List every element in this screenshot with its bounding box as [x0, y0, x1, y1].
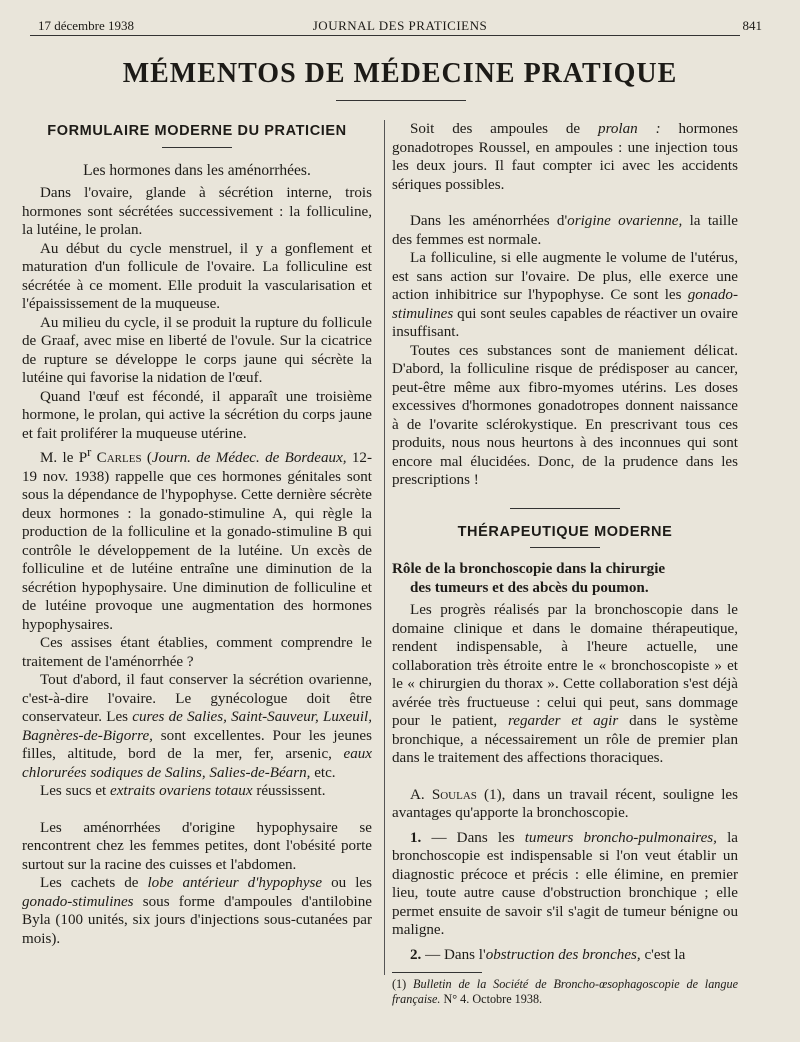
- paragraph: Ces assises étant établies, comment comprendre le traitement de l'aménorrhée ?: [22, 635, 372, 670]
- header-page-number: 841: [742, 18, 762, 33]
- text-run: Les sucs et: [40, 783, 111, 800]
- article-title-bronchoscopie: [392, 560, 738, 597]
- title-rule: [336, 100, 466, 101]
- text-run: sont excellentes. Pour les jeunes filles, altitude, bord de la mer, fer, arsenic,: [22, 727, 372, 763]
- text-run: La folliculine, si elle augmente le volume de l'utérus, est sans action sur l'ovaire. De plus, elle exerce une action inhibitrice sur l'hypophyse.: [392, 250, 738, 303]
- paragraph: Au début du cycle menstruel, il y a gonflement et maturation d'un follicule de l'ovaire. La folliculine est sécrétée à ce moment. Elle produit la vascularisation et l'épaississement de la muqueuse.: [22, 240, 372, 312]
- italic-run: tumeurs broncho-pulmonaires,: [524, 829, 717, 846]
- paragraph: [392, 601, 738, 768]
- paragraph: [22, 874, 372, 948]
- paragraph: [392, 212, 738, 249]
- text-run: (1): [392, 977, 414, 991]
- header-rule: [30, 35, 740, 36]
- right-column: [392, 120, 738, 1007]
- article-title-line: Rôle de la bronchoscopie dans la chirurgie: [392, 561, 666, 577]
- text-run: N° 4. Octobre 1938.: [440, 992, 543, 1006]
- text-run: Soit des ampoules de: [410, 121, 599, 137]
- section-title-therapeutique: THÉRAPEUTIQUE MODERNE: [457, 523, 673, 540]
- paragraph: [22, 782, 372, 801]
- italic-run: lobe antérieur d'hypophyse: [147, 875, 323, 892]
- text-run: dans le système bronchique, a nécessairement un rôle de premier plan dans le traitement des affections thoraciques.: [392, 713, 738, 766]
- text-run: — Dans les: [421, 829, 525, 846]
- italic-run: regarder et agir: [507, 713, 619, 729]
- paragraph: [392, 249, 738, 342]
- paragraph: Quand l'œuf est fécondé, il apparaît une troisième hormone, le prolan, qui active la sécrétion du corps jaune et fait proliférer la muqueuse utérine.: [22, 388, 372, 442]
- page-title: MÉMENTOS DE MÉDECINE PRATIQUE: [122, 58, 678, 89]
- left-column: [22, 120, 372, 948]
- header-date: 17 décembre 1938: [38, 18, 135, 33]
- text-run: Ce sont les: [610, 287, 688, 303]
- italic-run: gonado-stimulines: [22, 893, 134, 910]
- text-run: réussissent.: [252, 783, 326, 800]
- italic-run: prolan :: [598, 121, 661, 137]
- paragraph: [392, 120, 738, 194]
- text-run: Dans les aménorrhées d': [410, 213, 568, 229]
- footnote-rule: [392, 972, 482, 973]
- italic-run: eaux chlorurées sodiques de Salins, Salies-de-Béarn,: [22, 746, 372, 781]
- separator-rule: [510, 508, 620, 509]
- text-run: la taille des femmes est normale.: [392, 213, 738, 248]
- header-journal-name: JOURNAL DES PRATICIENS: [312, 18, 488, 33]
- text-run: (: [141, 450, 152, 467]
- paragraph: Au milieu du cycle, il se produit la rupture du follicule de Graaf, avec mise en liberté de l'ovule. Sur la cicatrice de rupture se développe le corps jaune qui sécrète la lutéine qui favorise la nidation de l'œuf.: [22, 314, 372, 386]
- italic-run: gonado-stimulines: [392, 287, 738, 322]
- section-rule: [530, 547, 600, 548]
- paragraph: [22, 443, 372, 634]
- article-title-line: des tumeurs et des abcès du poumon.: [410, 579, 649, 596]
- text-run: ou les: [322, 875, 372, 892]
- paragraph: Dans l'ovaire, glande à sécrétion interne, trois hormones sont sécrétées successivement : la folliculine, la lutéine, le prolan.: [22, 185, 372, 238]
- text-run: Les progrès réalisés par la bronchoscopie dans le domaine clinique et dans le domaine thérapeutique, rendent indispensable, à l'heure actuelle, une collaboration très étroite entre le « bronchoscopiste » et le « chirurgien du thorax ». Cette collaboration s'est déjà avérée très fructueuse : celui qui peut, sans dommage pour le patient,: [392, 602, 738, 729]
- text-run: hormones gonadotropes Roussel, en ampoules : une injection tous les deux jours. Il faut compter ici avec les accidents sériques possibles.: [392, 121, 739, 193]
- text-run: la bronchoscopie est indispensable si l'on veut établir un diagnostic précoce et précis : elle élimine, en premier lieu, toute autre cause d'obstruction bronchique ; elle permet ensuite de savoir s'il s'agit de tumeur bénigne ou maligne.: [392, 829, 738, 938]
- text-run: etc.: [310, 764, 336, 781]
- journal-citation: Journ. de Médec. de Bordeaux,: [151, 450, 347, 467]
- footnote: [392, 977, 738, 1007]
- text-run: c'est la: [640, 946, 686, 963]
- text-run: Les cachets de: [40, 875, 148, 892]
- author-name: Carles: [96, 450, 142, 467]
- paragraph: [392, 829, 738, 940]
- author-name: Soulas: [431, 786, 477, 803]
- italic-run: origine ovarienne,: [567, 213, 683, 229]
- section-title-formulaire: FORMULAIRE MODERNE DU PRATICIEN: [47, 123, 347, 139]
- text-run: Tout d'abord, il faut conserver la sécrétion ovarienne, c'est-à-dire l'ovaire. Le gynécologue doit être conservateur. Les: [22, 672, 372, 726]
- text-run: (1), dans un travail récent, souligne les avantages qu'apporte la bronchoscopie.: [392, 786, 739, 821]
- text-run: — Dans l': [421, 946, 486, 963]
- text-run: qui sont seules capables de réactiver un ovaire insuffisant.: [392, 305, 738, 340]
- column-divider: [384, 120, 385, 975]
- text-run: 12-19 nov. 1938) rappelle que ces hormones génitales sont sous la dépendance de l'hypophyse. Cette dernière sécrète deux hormones : la gonado-stimuline A, qui règle la production de la folliculine et la gonado-stimuline B qui contrôle le développement de la lutéine. Un excès de folliculine et de lutéine entraîne une diminution de la sécrétion hypophysaire. Une diminution de folliculine et de lutéine provoque une augmentation des hormones hypophysaires.: [22, 450, 372, 633]
- list-number: 1.: [410, 829, 422, 846]
- italic-run: obstruction des bronches,: [485, 946, 641, 963]
- italic-run: cures de Salies, Saint-Sauveur, Luxeuil, Bagnères-de-Bigorre,: [22, 709, 372, 744]
- text-run: M. le P: [40, 450, 88, 467]
- paragraph: [22, 671, 372, 782]
- paragraph: Toutes ces substances sont de maniement délicat. D'abord, la folliculine risque de prédisposer au cancer, peut-être même aux fibro-myomes utérins. Les doses excessives d'hormones gonadotropes donnent naissance à de l'ovarite sclérokystique. En prescrivant tous ces produits, nous nous heurtons à des inconnues qui sont encore mal élucidées. Donc, de la prudence dans les prescriptions !: [392, 342, 738, 488]
- superscript: r: [87, 445, 92, 459]
- paragraph: Les aménorrhées d'origine hypophysaire se rencontrent chez les femmes petites, dont l'obésité porte surtout sur la racine des cuisses et l'abdomen.: [22, 819, 372, 873]
- italic-run: extraits ovariens totaux: [110, 783, 253, 800]
- italic-run: Bulletin de la Société de Broncho-œsophagoscopie de langue française.: [392, 977, 738, 1006]
- paragraph: [392, 786, 738, 823]
- text-run: A.: [410, 786, 432, 803]
- article-subtitle-hormones: Les hormones dans les aménorrhées.: [83, 161, 311, 179]
- text-run: sous forme d'ampoules d'antilobine Byla (100 unités, six jours d'injections sous-cutanées par mois).: [22, 893, 372, 947]
- paragraph: [392, 946, 738, 965]
- section-rule: [162, 147, 232, 148]
- list-number: 2.: [410, 946, 422, 963]
